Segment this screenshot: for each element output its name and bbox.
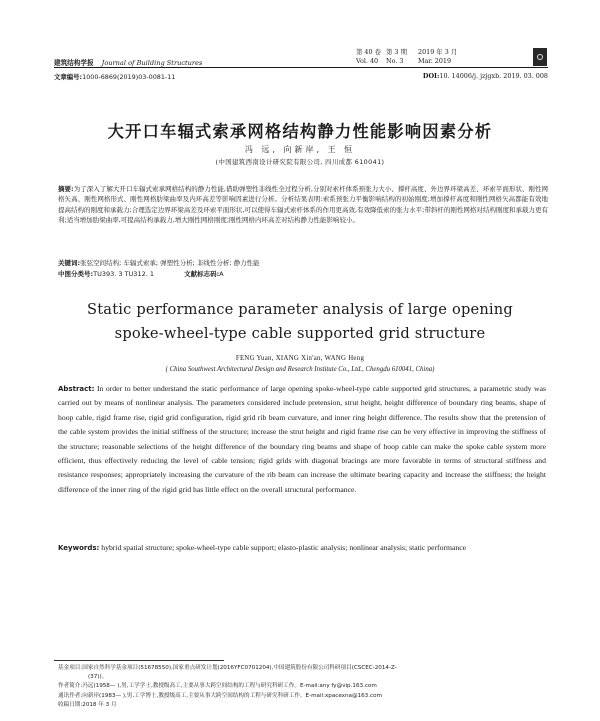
article-number bbox=[54, 72, 175, 81]
doi bbox=[423, 72, 548, 80]
clc-label: 中图分类号: bbox=[58, 270, 94, 278]
abstract-cn bbox=[58, 184, 548, 226]
abstract-cn-text: 为了深入了解大开口车辐式索承网格结构的静力性能,借助弹塑性非线性全过程分析,分别对索杆体系预张力大小、撑杆高度、外边界环梁高差、环索平面形状、刚性网格矢高、刚性网格形式、刚性网格肋梁曲率及内环高差等影响因素进行分析。分析结果表明:索系预张力平衡影响结构的初始刚度;增加撑杆高度和刚性网格矢高都能有效地提高结构的刚度和承载力;合理选定边界环梁高差及环索平面形状,可以使得车辐式索杆体系的作用更高效,有效降低索的张力水平;带斜杆的刚性网格对结构刚度和承载力更有利;适当增加肋梁曲率,可提高结构承载力,增大刚性网格刚度;刚性网格内环高差对结构静力性能影响较小。 bbox=[58, 185, 548, 225]
journal-name-cn: 建筑结构学报 bbox=[54, 59, 94, 67]
volume-cn: 第 40 卷 bbox=[356, 48, 381, 56]
authors-cn: 冯 远, 向新岸, 王 恒 bbox=[244, 145, 356, 154]
volume-en: Vol. 40 bbox=[356, 57, 379, 65]
footnote-rule bbox=[54, 660, 224, 661]
title-en bbox=[0, 298, 600, 346]
keywords-en-label: Keywords: bbox=[58, 544, 100, 552]
title-en-line1: Static performance parameter analysis of large opening bbox=[87, 301, 513, 318]
doc-code-label: 文献标志码: bbox=[184, 270, 220, 278]
abstract-en bbox=[58, 382, 546, 497]
title-en-line2: spoke-wheel-type cable supported grid structure bbox=[114, 325, 486, 342]
journal-logo-icon bbox=[533, 48, 547, 66]
footnote-fund: 基金项目:国家自然科学基金项目(51678550),国家重点研发计划(2016YFC0701204),中国建筑股份有限公司科研项目(CSCEC-2014-Z- bbox=[58, 665, 397, 671]
keywords-cn bbox=[58, 258, 548, 268]
footnote-fund-cont: (37))。 bbox=[88, 674, 108, 681]
title-cn: 大开口车辐式索承网格结构静力性能影响因素分析 bbox=[107, 122, 493, 141]
article-number-label: 文章编号: bbox=[54, 73, 83, 81]
footnotes bbox=[58, 664, 550, 710]
journal-name-en: Journal of Building Structures bbox=[101, 59, 203, 67]
number-en: No. 3 bbox=[386, 57, 404, 65]
date-en: Mar. 2019 bbox=[418, 57, 452, 65]
keywords-cn-label: 关键词: bbox=[58, 259, 81, 267]
affiliation-cn: (中国建筑西南设计研究院有限公司, 四川成都 610041) bbox=[215, 158, 385, 166]
journal-name bbox=[54, 57, 202, 67]
header-rule bbox=[54, 67, 548, 68]
doc-code-value: A bbox=[219, 270, 224, 278]
date-cn: 2019 年 3 月 bbox=[418, 48, 458, 56]
abstract-cn-label: 摘要: bbox=[58, 185, 74, 193]
classification bbox=[58, 269, 548, 279]
authors-en: FENG Yuan, XIANG Xin'an, WANG Heng bbox=[235, 355, 365, 362]
keywords-cn-text: 张弦空间结构; 车辐式索承; 弹塑性分析; 非线性分析; 静力性能 bbox=[80, 259, 260, 267]
footnote-corresponding: 通讯作者:向新岸(1983— ),男,工学博士,教授级高工,主要从事大跨空间结构的工程与研究科研工作。E-mail:xpacexna@163.com bbox=[58, 692, 382, 699]
number-cn: 第 3 期 bbox=[386, 48, 407, 56]
affiliation-en: ( China Southwest Architectural Design and Research Institute Co., Ltd., Chengdu 610041, China) bbox=[165, 366, 435, 373]
doi-value: 10. 14006/j. jzjgxb. 2019. 03. 008 bbox=[439, 72, 548, 80]
issue-info bbox=[356, 48, 531, 66]
doi-label: DOI: bbox=[422, 72, 440, 80]
keywords-en bbox=[58, 541, 546, 555]
keywords-en-text: hybrid spatial structure; spoke-wheel-type cable support; elasto-plastic analysis; nonlinear analysis; static performance bbox=[101, 543, 467, 552]
article-number-value: 1000-6869(2019)03-0081-11 bbox=[82, 73, 176, 81]
footnote-author: 作者简介:冯远(1958— ),男,工学学士,教授级高工,主要从事大跨空间结构的工程与研究科研工作。E-mail:any fy@vip.163.com bbox=[58, 683, 377, 690]
abstract-en-text: In order to better understand the static performance of large opening spoke-wheel-type cable supported grid structures, a parametric study was carried out by means of nonlinear analysis. The parameters considered include pretension, strut height, height difference of boundary ring beams, shape of hoop cable, rigid frame rise, rigid grid configuration, rigid grid rib beam curvature, and inner ring height difference. The results show that the pretension of the cable system provides the initial stiffness of the structure; increase the strut height and rigid frame rise can be very effective in improving the stiffness of the structure; reasonable selections of the height difference of the boundary ring beams and shape of hoop cable can make the spoke cable system more efficient, thus effectively reducing the level of cable tension; rigid grids with diagonal bracings are more favorable in terms of structural stiffness and resistance responses; appropriately increasing the curvature of the rib beam can increase the ultimate bearing capacity and increase the stiffness; the height difference of the inner ring of the rigid grid has little effect on the overall structural performance. bbox=[58, 384, 546, 494]
clc-value: TU393. 3 TU312. 1 bbox=[93, 270, 154, 278]
footnote-received: 收稿日期:2018 年 3 月 bbox=[58, 701, 117, 708]
abstract-en-label: Abstract: bbox=[58, 385, 95, 393]
